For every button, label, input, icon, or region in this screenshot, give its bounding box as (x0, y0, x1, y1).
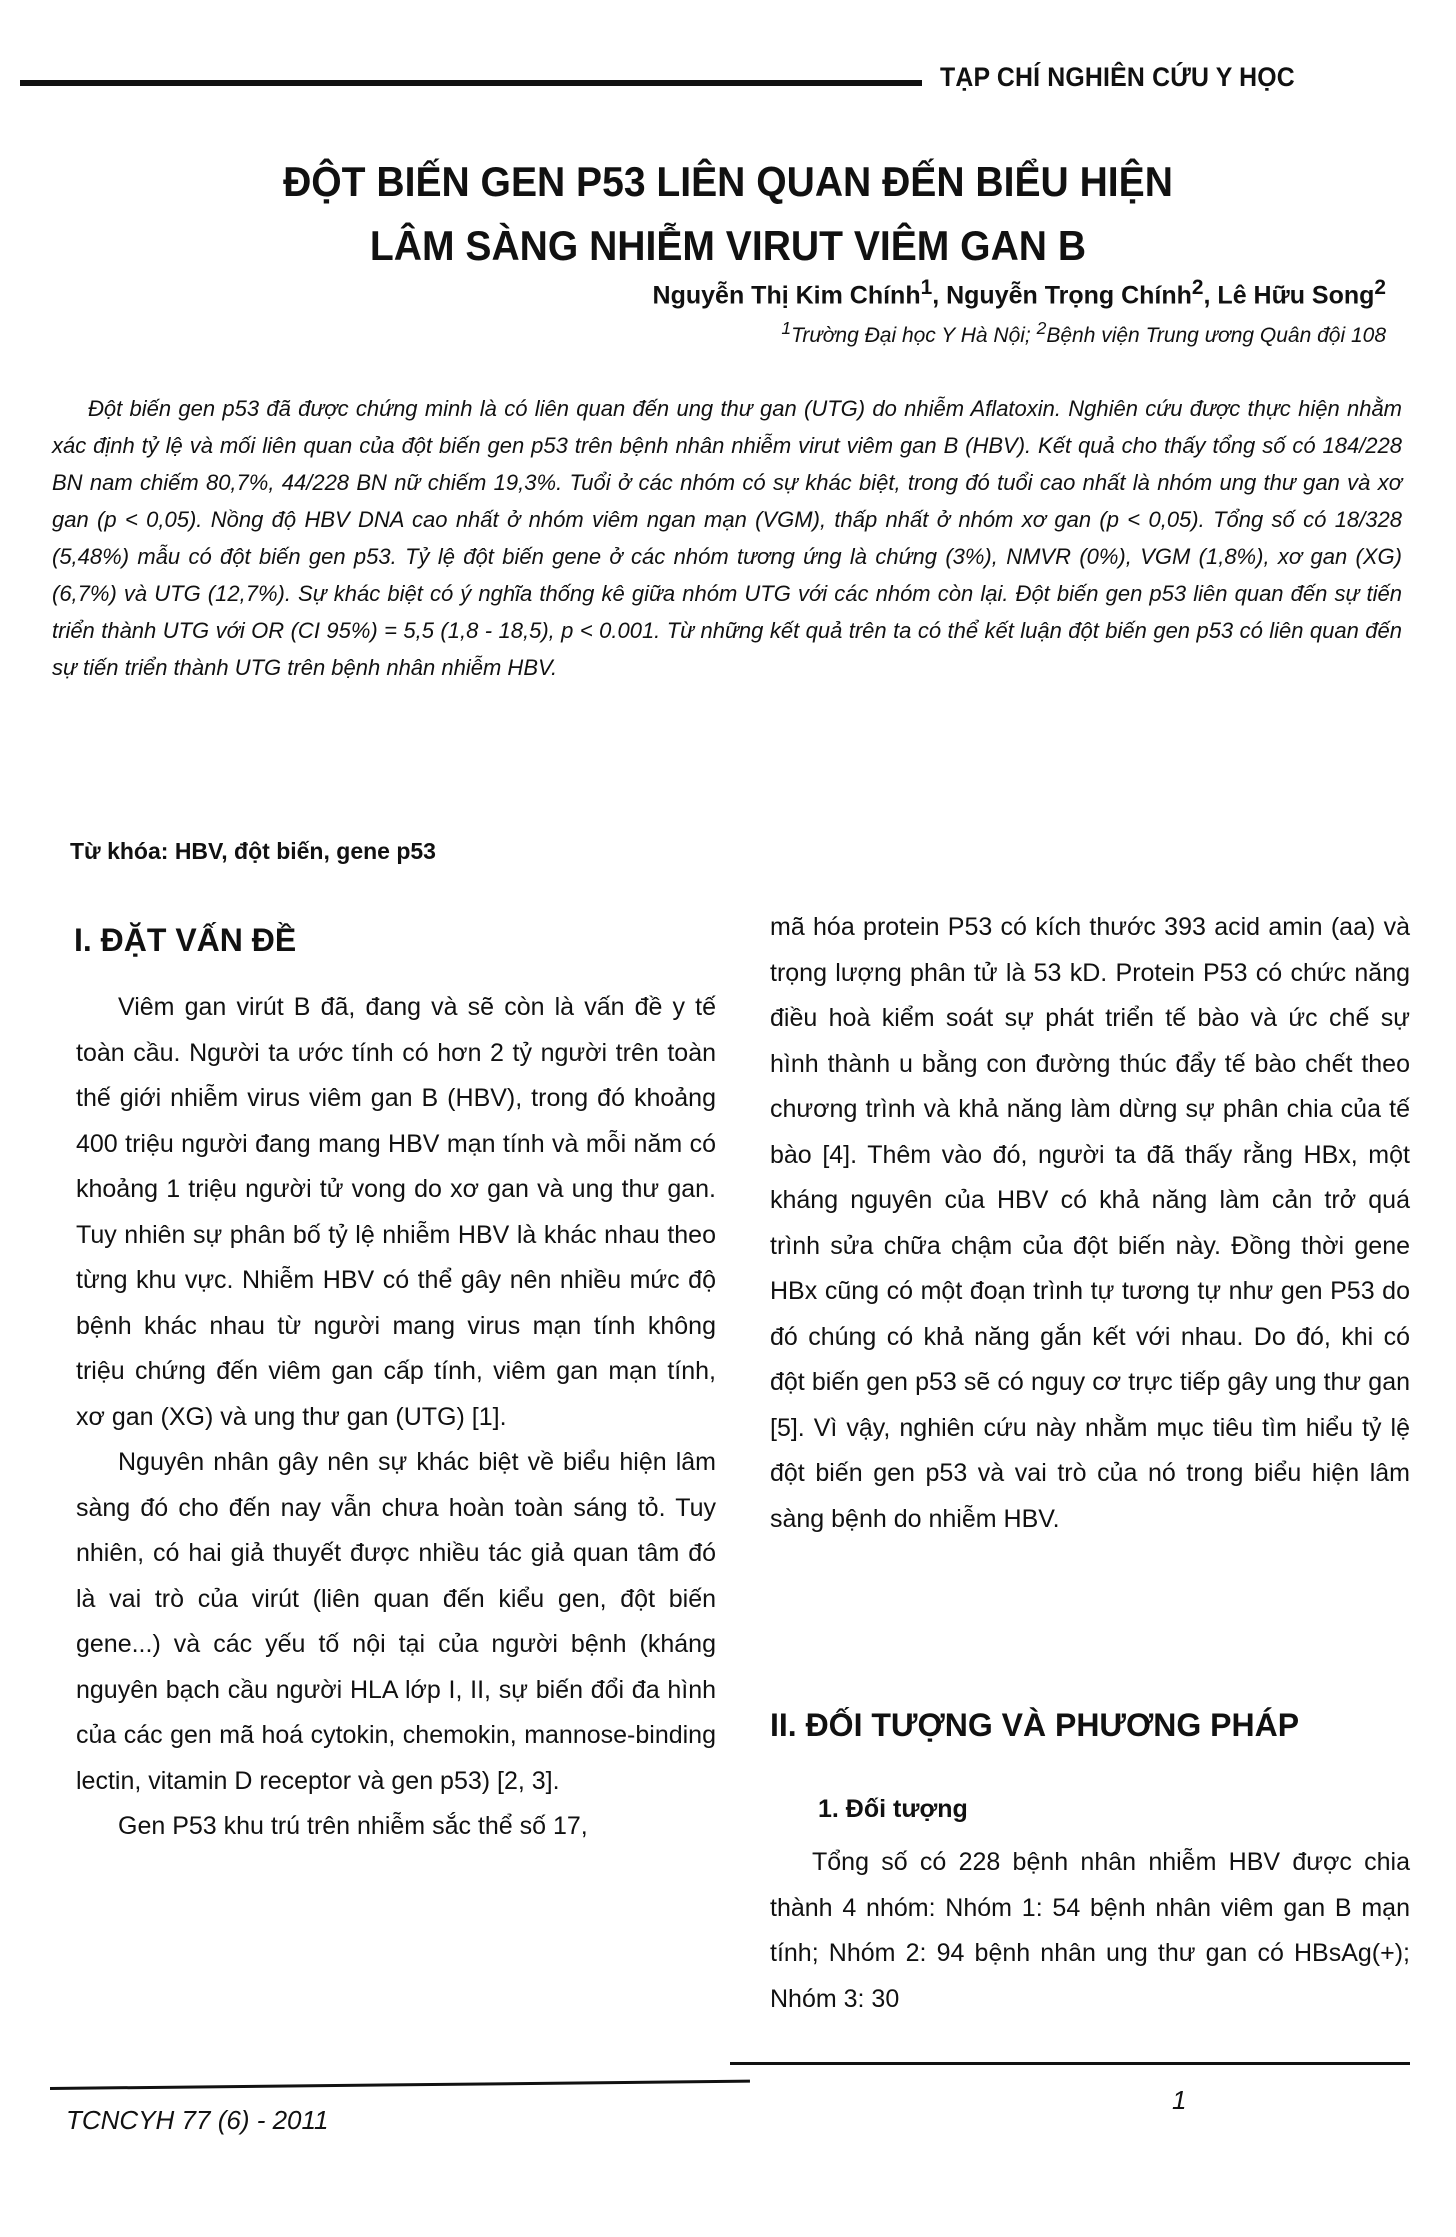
paragraph: mã hóa protein P53 có kích thước 393 acid amin (aa) và trọng lượng phân tử là 53 kD. Protein P53 có chức năng điều hoà kiểm soát sự phát triển tế bào và ức chế sự hình thành u bằng con đường thúc đẩy tế bào chết theo chương trình và khả năng làm dừng sự phân chia của tế bào [4]. Thêm vào đó, người ta đã thấy rằng HBx, một kháng nguyên của HBV có khả năng làm cản trở quá trình sửa chữa chậm của đột biến này. Đồng thời gene HBx cũng có một đoạn trình tự tương tự như gen P53 do đó chúng có khả năng gắn kết với nhau. Do đó, khi có đột biến gen p53 sẽ có nguy cơ trực tiếp gây ung thư gan [5]. Vì vậy, nghiên cứu này nhằm mục tiêu tìm hiểu tỷ lệ đột biến gen p53 và vai trò của nó trong biểu hiện lâm sàng bệnh do nhiễm HBV. (770, 913, 1410, 1533)
paragraph: Gen P53 khu trú trên nhiễm sắc thể số 17, (118, 1812, 588, 1840)
subsection-heading: 1. Đối tượng (818, 1795, 968, 1823)
author-name: Nguyễn Trọng Chính (946, 281, 1192, 310)
affiliations (781, 318, 1386, 348)
author-affil-sup: 2 (1374, 276, 1386, 299)
affil-sup: 2 (1036, 318, 1047, 338)
paragraph: Nguyên nhân gây nên sự khác biệt về biểu hiện lâm sàng đó cho đến nay vẫn chưa hoàn toàn sáng tỏ. Tuy nhiên, có hai giả thuyết được nhiều tác giả quan tâm đó là vai trò của virút (liên quan đến kiểu gen, đột biến gene...) và các yếu tố nội tại của người bệnh (kháng nguyên bạch cầu người HLA lớp I, II, sự biến đổi đa hình của các gen mã hoá cytokin, chemokin, mannose-binding lectin, vitamin D receptor và gen p53) [2, 3]. (76, 1448, 716, 1795)
section-heading-2: II. ĐỐI TƯỢNG VÀ PHƯƠNG PHÁP (770, 1707, 1300, 1743)
footer-citation: TCNCYH 77 (6) - 2011 (66, 2105, 329, 2135)
author-affil-sup: 1 (920, 276, 933, 299)
section-heading-1: I. ĐẶT VẤN ĐỀ (74, 922, 297, 958)
title-line-2: LÂM SÀNG NHIỄM VIRUT VIÊM GAN B (369, 222, 1087, 269)
article-title (51, 150, 1405, 278)
page-number: 1 (1172, 2085, 1187, 2115)
left-column (76, 985, 716, 1850)
abstract: Đột biến gen p53 đã được chứng minh là có liên quan đến ung thư gan (UTG) do nhiễm Aflatoxin. Nghiên cứu được thực hiện nhằm xác định tỷ lệ và mối liên quan của đột biến gen p53 trên bệnh nhân nhiễm virut viêm gan B (HBV). Kết quả cho thấy tổng số có 184/228 BN nam chiếm 80,7%, 44/228 BN nữ chiếm 19,3%. Tuổi ở các nhóm có sự khác biệt, trong đó tuổi cao nhất là nhóm ung thư gan và xơ gan (p < 0,05). Nồng độ HBV DNA cao nhất ở nhóm viêm ngan mạn (VGM), thấp nhất ở nhóm xơ gan (p < 0,05). Tổng số có 18/328 (5,48%) mẫu có đột biến gen p53. Tỷ lệ đột biến gene ở các nhóm tương ứng là chứng (3%), NMVR (0%), VGM (1,8%), xơ gan (XG) (6,7%) và UTG (12,7%). Sự khác biệt có ý nghĩa thống kê giữa nhóm UTG với các nhóm còn lại. Đột biến gen p53 liên quan đến sự tiến triển thành UTG với OR (CI 95%) = 5,5 (1,8 - 18,5), p < 0.001. Từ những kết quả trên ta có thể kết luận đột biến gen p53 có liên quan đến sự tiến triển thành UTG trên bệnh nhân nhiễm HBV. (52, 396, 1402, 680)
right-column (770, 905, 1410, 1542)
author-affil-sup: 2 (1191, 276, 1204, 299)
journal-name: TẠP CHÍ NGHIÊN CỨU Y HỌC (940, 62, 1295, 92)
footer-rule (730, 2062, 1410, 2065)
title-line-1: ĐỘT BIẾN GEN P53 LIÊN QUAN ĐẾN BIỂU HIỆN (283, 158, 1173, 205)
affil-sup: 1 (781, 318, 792, 338)
affiliation: Bệnh viện Trung ương Quân đội 108 (1046, 324, 1386, 347)
author-list: Nguyễn Thị Kim Chính$^1$, Nguyễn Trọng Chính$^2$, Lê Hữu Song$^2$ (652, 276, 1386, 310)
paragraph: Viêm gan virút B đã, đang và sẽ còn là vấn đề y tế toàn cầu. Người ta ước tính có hơn 2 tỷ người trên toàn thế giới nhiễm virus viêm gan B (HBV), trong đó khoảng 400 triệu người đang mang HBV mạn tính và mỗi năm có khoảng 1 triệu người tử vong do xơ gan và ung thư gan. Tuy nhiên sự phân bố tỷ lệ nhiễm HBV là khác nhau theo từng khu vực. Nhiễm HBV có thể gây nên nhiều mức độ bệnh khác nhau từ người mang virus mạn tính không triệu chứng đến viêm gan cấp tính, viêm gan mạn tính, xơ gan (XG) và ung thư gan (UTG) [1]. (76, 993, 716, 1431)
paragraph: Tổng số có 228 bệnh nhân nhiễm HBV được chia thành 4 nhóm: Nhóm 1: 54 bệnh nhân viêm gan B mạn tính; Nhóm 2: 94 bệnh nhân ung thư gan có HBsAg(+); Nhóm 3: 30 (770, 1848, 1410, 2013)
affiliation: Trường Đại học Y Hà Nội; (791, 324, 1031, 347)
right-column-continued (770, 1840, 1410, 2022)
author-name: Lê Hữu Song (1217, 281, 1375, 310)
footer-rule (50, 2080, 750, 2090)
keywords: Từ khóa: HBV, đột biến, gene p53 (70, 838, 436, 864)
header-rule (20, 80, 922, 86)
author-name: Nguyễn Thị Kim Chính (652, 281, 921, 310)
